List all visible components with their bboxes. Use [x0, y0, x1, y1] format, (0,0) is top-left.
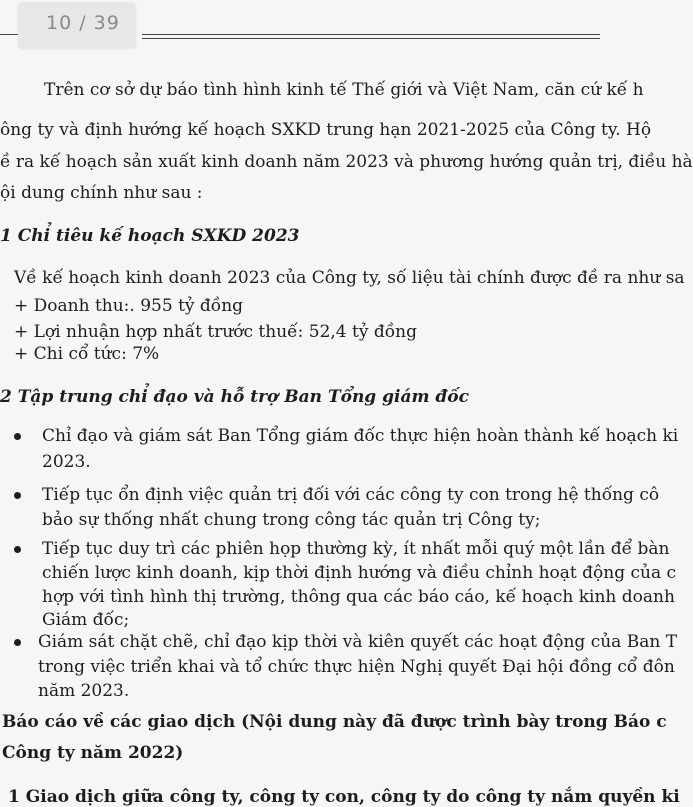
bullet-text: hợp với tình hình thị trường, thông qua các báo cáo, kế hoạch kinh doanh [42, 587, 675, 607]
bullet-icon [14, 492, 21, 499]
intro-line: ội dung chính như sau : [0, 183, 203, 203]
bullet-icon [14, 546, 21, 553]
section-heading: 2 Tập trung chỉ đạo và hỗ trợ Ban Tổng giám đốc [0, 387, 469, 407]
section-heading: Báo cáo về các giao dịch (Nội dung này đã được trình bày trong Báo c [2, 712, 667, 732]
bullet-text: Tiếp tục ổn định việc quản trị đối với các công ty con trong hệ thống cô [42, 485, 660, 505]
bullet-text: Giám sát chặt chẽ, chỉ đạo kịp thời và kiên quyết các hoạt động của Ban T [38, 632, 678, 652]
bullet-text: Tiếp tục duy trì các phiên họp thường kỳ, ít nhất mỗi quý một lần để bàn [42, 539, 670, 559]
bullet-text: năm 2023. [38, 681, 130, 701]
bullet-text: bảo sự thống nhất chung trong công tác quản trị Công ty; [42, 510, 541, 530]
section-heading: 1 Chỉ tiêu kế hoạch SXKD 2023 [0, 226, 300, 246]
section1-intro: Về kế hoạch kinh doanh 2023 của Công ty, số liệu tài chính được đề ra như sa [14, 268, 685, 288]
header-rule [142, 38, 600, 39]
list-item: + Doanh thu:. 955 tỷ đồng [14, 296, 244, 316]
intro-line: Trên cơ sở dự báo tình hình kinh tế Thế giới và Việt Nam, căn cứ kế h [44, 80, 644, 100]
list-item: + Lợi nhuận hợp nhất trước thuế: 52,4 tỷ đồng [14, 322, 417, 342]
bullet-text: Chỉ đạo và giám sát Ban Tổng giám đốc thực hiện hoàn thành kế hoạch ki [42, 426, 679, 446]
header-rule [0, 34, 18, 35]
intro-line: ông ty và định hướng kế hoạch SXKD trung hạn 2021-2025 của Công ty. Hộ [0, 120, 652, 140]
header-rule [142, 34, 600, 35]
bullet-icon [14, 433, 21, 440]
bullet-text: chiến lược kinh doanh, kịp thời định hướng và điều chỉnh hoạt động của c [42, 563, 677, 583]
bullet-text: Giám đốc; [42, 610, 130, 630]
list-item: + Chi cổ tức: 7% [14, 344, 160, 364]
intro-line: ề ra kế hoạch sản xuất kinh doanh năm 2023 và phương hướng quản trị, điều hà [0, 152, 693, 172]
bullet-text: 2023. [42, 452, 91, 472]
bullet-text: trong việc triển khai và tổ chức thực hiện Nghị quyết Đại hội đồng cổ đôn [38, 657, 675, 677]
section-heading: Công ty năm 2022) [2, 743, 184, 763]
numbered-item: 1 Giao dịch giữa công ty, công ty con, công ty do công ty nắm quyền ki [8, 787, 680, 807]
page-counter: 10 / 39 [46, 12, 120, 34]
bullet-icon [14, 639, 21, 646]
